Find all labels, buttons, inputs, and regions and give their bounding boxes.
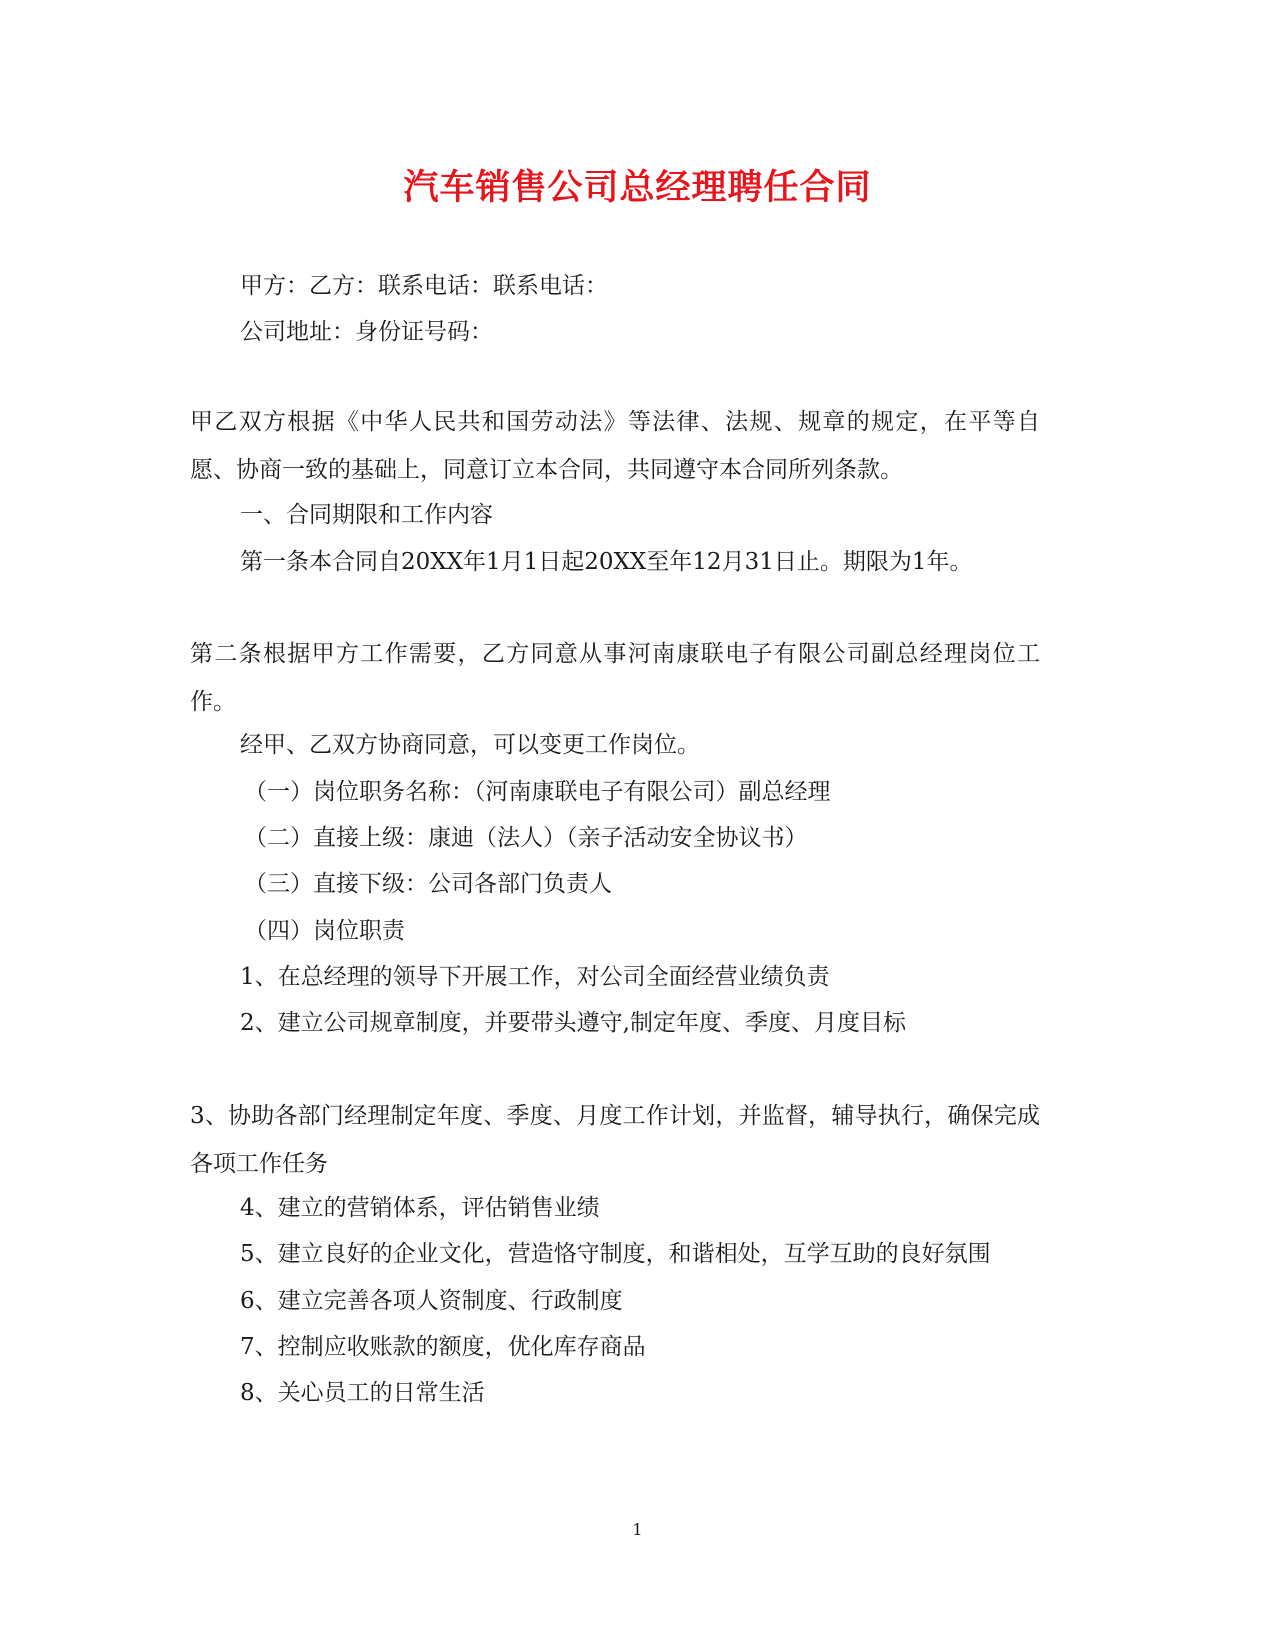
- header-address-line: 公司地址：身份证号码：: [240, 319, 493, 345]
- item-subordinate: （三）直接下级：公司各部门负责人: [244, 871, 612, 897]
- article-1: 第一条本合同自20XX年1月1日起20XX至年12月31日止。期限为1年。: [240, 549, 973, 575]
- section-heading: 一、合同期限和工作内容: [240, 502, 493, 528]
- intro-paragraph: 甲乙双方根据《中华人民共和国劳动法》等法律、法规、规章的规定，在平等自愿、协商一致的基础上，同意订立本合同，共同遵守本合同所列条款。: [190, 409, 1040, 483]
- item-superior: （二）直接上级：康迪（法人）（亲子活动安全协议书）: [244, 825, 808, 851]
- duty-item-6: 6、建立完善各项人资制度、行政制度: [240, 1288, 623, 1314]
- item-position: （一）岗位职务名称：（河南康联电子有限公司）副总经理: [244, 779, 831, 805]
- header-parties-line: 甲方：乙方：联系电话：联系电话：: [240, 273, 608, 299]
- duty-item-2: 2、建立公司规章制度，并要带头遵守,制定年度、季度、月度目标: [240, 1010, 906, 1036]
- duty-item-7: 7、控制应收账款的额度，优化库存商品: [240, 1334, 646, 1360]
- duty-item-4: 4、建立的营销体系，评估销售业绩: [240, 1195, 600, 1221]
- article-2: 第二条根据甲方工作需要，乙方同意从事河南康联电子有限公司副总经理岗位工作。: [190, 641, 1040, 715]
- duty-item-3: 3、协助各部门经理制定年度、季度、月度工作计划，并监督，辅导执行，确保完成各项工作任务: [190, 1103, 1040, 1177]
- article-2-note: 经甲、乙双方协商同意，可以变更工作岗位。: [240, 732, 700, 758]
- duty-item-5: 5、建立良好的企业文化，营造恪守制度，和谐相处，互学互助的良好氛围: [240, 1241, 991, 1267]
- duty-item-1: 1、在总经理的领导下开展工作，对公司全面经营业绩负责: [240, 964, 830, 990]
- page-number: 1: [632, 1520, 643, 1539]
- document-title: 汽车销售公司总经理聘任合同: [403, 167, 872, 208]
- duty-item-8: 8、关心员工的日常生活: [240, 1380, 485, 1406]
- item-duties: （四）岗位职责: [244, 918, 405, 944]
